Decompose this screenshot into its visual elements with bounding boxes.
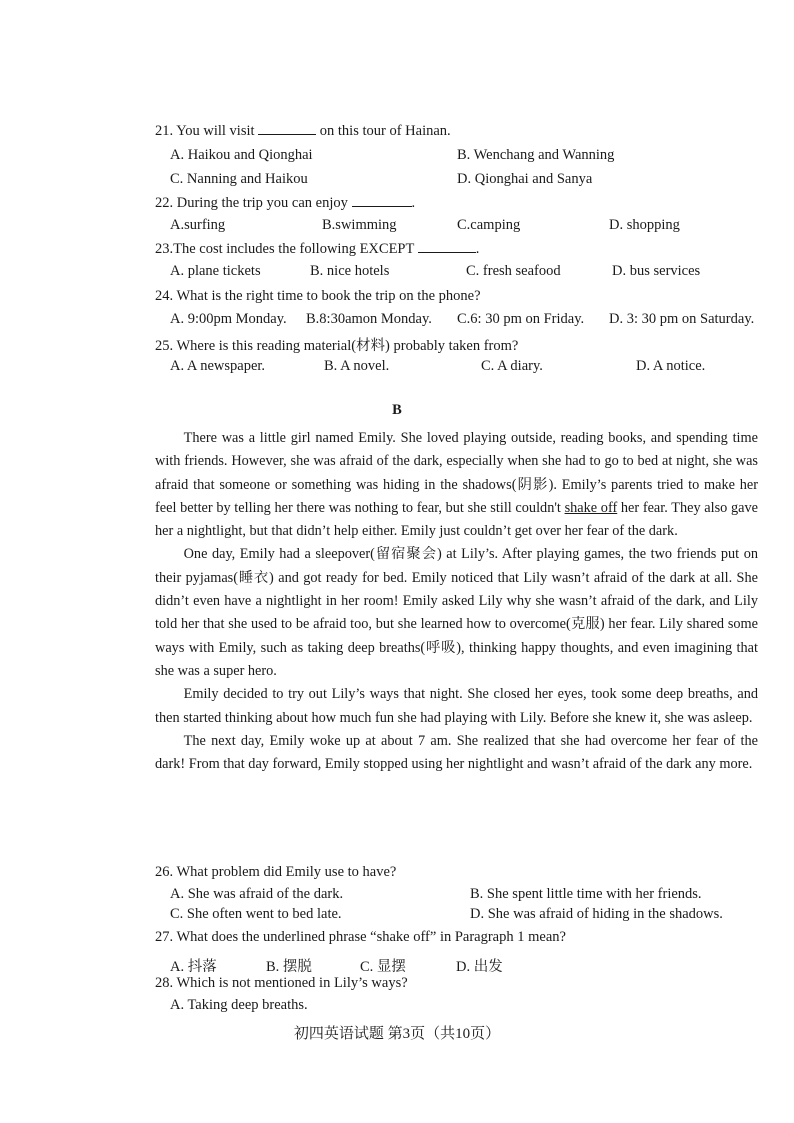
question-24-options [170,311,770,331]
question-28-options [170,997,770,1017]
option-d: D. Qionghai and Sanya [457,171,593,187]
question-25-stem [155,334,518,355]
question-25-text: 25. Where is this reading material(材料) probably taken from? [155,338,519,354]
option-a: A.surfing [170,217,226,233]
option-d: D. 出发 [456,959,503,975]
option-b: B. She spent little time with her friends. [470,886,702,902]
option-d: D. shopping [609,217,680,233]
question-21-stem [155,122,451,140]
question-24-text: 24. What is the right time to book the trip on the phone? [155,288,481,304]
passage-paragraph-2: One day, Emily had a sleepover(留宿聚会) at Lily’s. After playing games, the two friends put on their pyjamas(睡衣) and got ready for bed. Emily noticed that Lily wasn’t afraid of the dark at all. She didn’t even have a nightlight in her room! Emily asked Lily why she wasn’t afraid of the dark, and Lily told her that she used to be afraid too, but she learned how to overcome(克服) her fear. Lily shared some ways with Emily, such as taking deep breaths(呼吸), thinking happy thoughts, and even imagining that she was a super hero. [155,546,758,679]
option-a: A. She was afraid of the dark. [170,886,344,902]
question-26-stem: 26. What problem did Emily use to have? [155,864,397,880]
option-d: D. 3: 30 pm on Saturday. [609,311,755,327]
question-22-text: 22. During the trip you can enjoy [155,195,348,211]
question-23-text-after: . [475,241,480,257]
question-21-text: 21. You will visit [155,123,255,139]
question-23-text: 23.The cost includes the following EXCEPT [155,241,415,257]
option-c: C.6: 30 pm on Friday. [457,311,585,327]
question-24-stem [155,288,481,305]
option-d: D. bus services [612,263,701,279]
option-d: D. She was afraid of hiding in the shadows. [470,906,723,922]
option-a: A. 抖落 [170,959,217,975]
passage-paragraph-4: The next day, Emily woke up at about 7 am. She realized that she had overcome her fear of the dark! From that day forward, Emily stopped using her nightlight and wasn’t afraid of the dark any more. [155,732,758,773]
option-b: B. Wenchang and Wanning [457,147,615,163]
option-a: A. plane tickets [170,263,261,279]
paragraph-1-text-a: There was a little girl named Emily. She loved playing outside, reading books, and spending time with friends. However, she was afraid of the dark, especially when she had to go to bed at night, she was afraid that someone or something was hiding in the shadows(阴影). Emily’s parents tried to make her feel better by telling her there was nothing to fear, but she still couldn't [155,430,758,516]
option-a: A. A newspaper. [170,358,266,374]
option-c: C.camping [457,217,521,233]
option-b: B. 摆脱 [266,959,312,975]
question-28-stem: 28. Which is not mentioned in Lily’s ways? [155,975,408,991]
question-22-stem [155,194,415,212]
page-footer: 初四英语试题 第3页（共10页） [293,1026,501,1042]
option-d: D. A notice. [636,358,706,374]
question-27-options [170,955,770,975]
question-21-text-after: on this tour of Hainan. [319,123,451,139]
option-c: C. fresh seafood [466,263,561,279]
answer-blank [352,194,412,207]
option-b: B.8:30amon Monday. [306,311,432,327]
option-a: A. Haikou and Qionghai [170,147,313,163]
question-26-options-row-2 [170,906,770,926]
option-c: C. 显摆 [360,959,406,975]
answer-blank [418,240,476,253]
option-c: C. A diary. [481,358,543,374]
paragraph-1-text-b: her fear. They also gave her a nightlight, but that didn’t help either. Emily just couldn’t get over her fear of the dark. [155,499,758,540]
passage-paragraph-3: Emily decided to try out Lily’s ways that night. She closed her eyes, took some deep breaths, and then started thinking about how much fun she had playing with Lily. Before she knew it, she was asleep. [155,686,758,726]
underlined-phrase: shake off [564,499,618,516]
question-22-options [170,217,770,237]
question-25-options [170,358,770,378]
option-b: B. A novel. [324,358,390,374]
reading-passage [155,427,758,776]
question-26-options-row-1 [170,886,770,906]
question-23-stem [155,240,479,258]
question-27-stem: 27. What does the underlined phrase “shake off” in Paragraph 1 mean? [155,929,566,945]
question-23-options [170,263,770,283]
question-21-options-row-2 [170,171,770,191]
option-b: B. nice hotels [310,263,390,279]
answer-blank [258,122,316,135]
option-c: C. She often went to bed late. [170,906,342,922]
option-a: A. 9:00pm Monday. [170,311,287,327]
option-b: B.swimming [322,217,397,233]
question-22-text-after: . [411,195,416,211]
section-title: B [392,402,402,418]
option-c: C. Nanning and Haikou [170,171,308,187]
option-a: A. Taking deep breaths. [170,997,308,1013]
passage-paragraph-1 [155,427,758,543]
question-21-options-row-1 [170,147,770,167]
